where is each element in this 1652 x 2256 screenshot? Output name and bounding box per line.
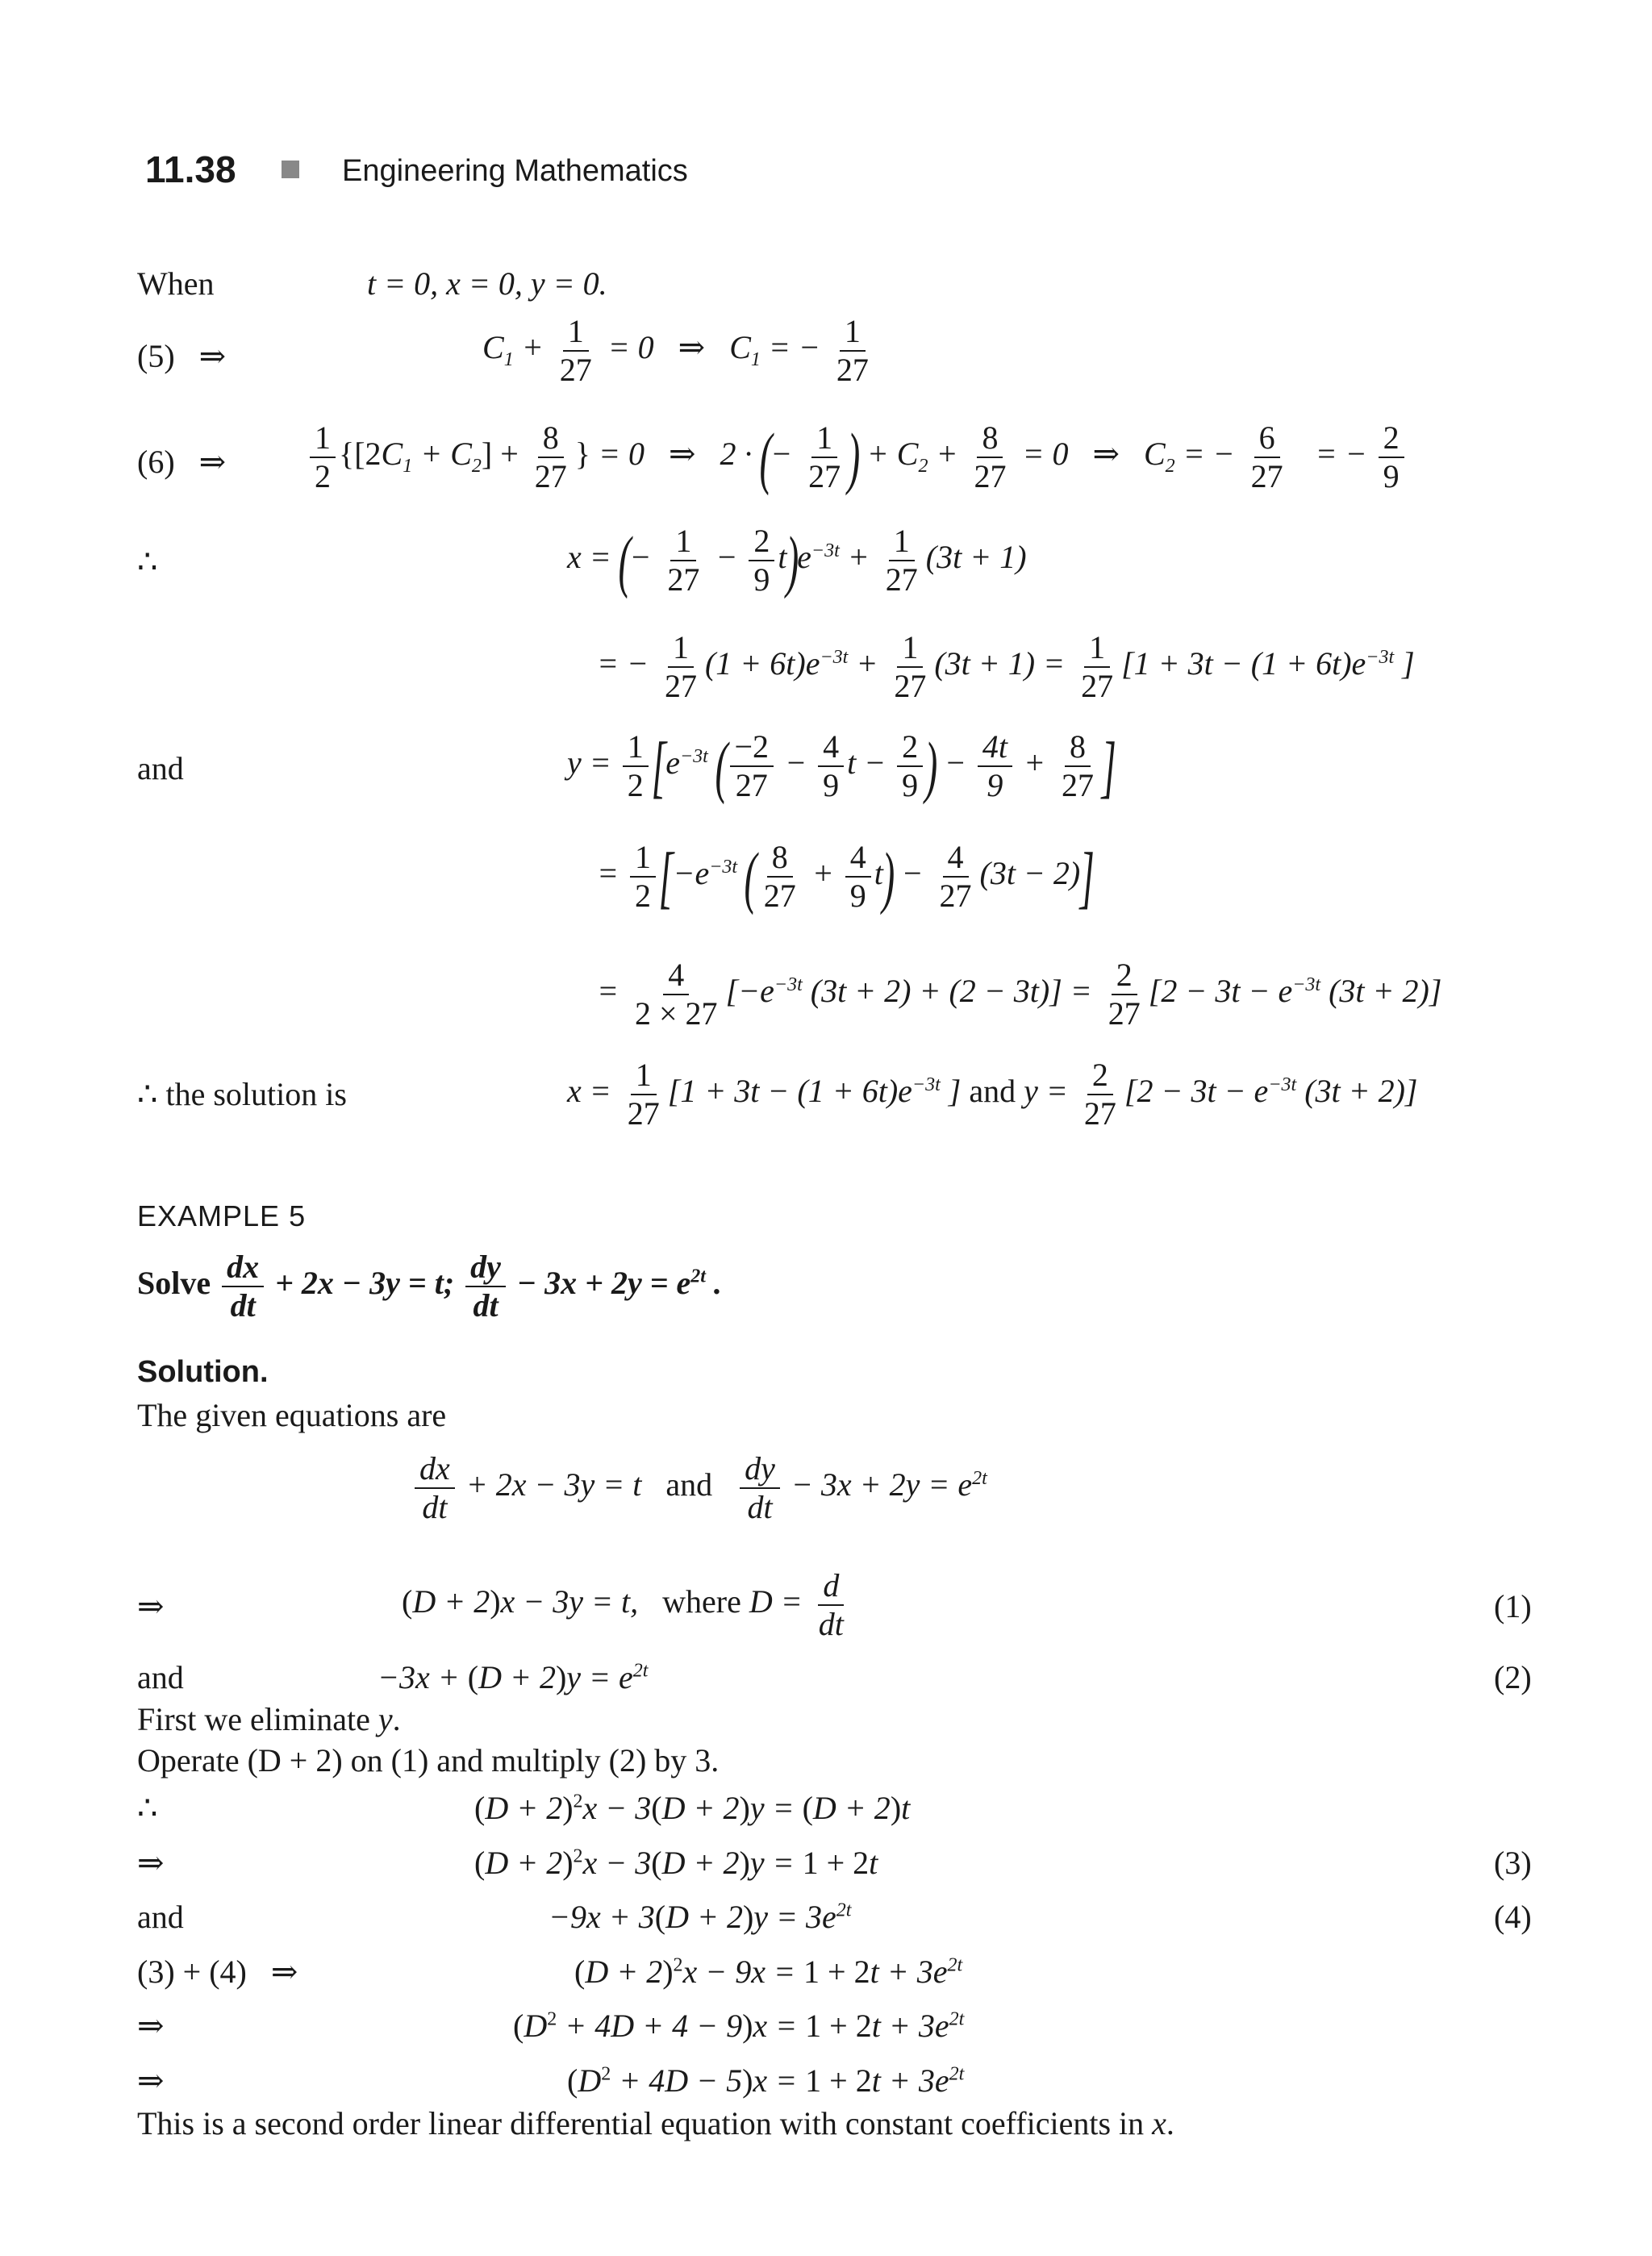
equation-c1: $C_1$ + $\frac{1}{27}$ = 0 ⇒ $C_1$ = − $\frac{1}{27}$ <box>482 313 869 388</box>
solution-heading: Solution. <box>137 1355 269 1389</box>
arrow-3: ⇒ <box>137 2008 165 2044</box>
example-heading: EXAMPLE 5 <box>137 1199 307 1232</box>
equation-2: $-3x + (D + 2)y = e^{2t}$ <box>378 1659 649 1695</box>
header-square-icon <box>282 161 299 178</box>
eq-number-2: (2) <box>1494 1659 1532 1695</box>
step6-label: (6) ⇒ <box>137 444 227 480</box>
and-label-1: and <box>137 750 184 786</box>
equation-c2: $\frac{1}{2}$ {$[2C_1 + C_2]$ + $\frac{8}{27}$ } = 0 ⇒ 2 · (− $\frac{1}{27}$ ) + $C_2$ + $\frac{8}{27}$ = 0 ⇒ $C_2$ = − $\frac{6}{27}$ = − $\frac{2}{9}$ <box>307 421 1408 494</box>
eq-number-1: (1) <box>1494 1588 1532 1624</box>
therefore-1: ∴ <box>137 544 158 580</box>
equation-y-3: = $\frac{4}{2 \times 27}$ [$-e^{-3t}$ (3t + 2) + (2 − 3t)] = $\frac{2}{27}$ [$2 - 3t - e^{-3t}$ (3t + 2)] <box>597 957 1442 1032</box>
sum-label: (3) + (4) ⇒ <box>137 1954 298 1990</box>
book-title: Engineering Mathematics <box>342 154 688 188</box>
when-condition: t = 0, x = 0, y = 0. <box>367 265 607 302</box>
equation-simplified: $(D^2 + 4D - 5)x = 1 + 2t + 3e^{2t}$ <box>567 2062 965 2099</box>
eliminate-text: First we eliminate y. <box>137 1701 401 1737</box>
therefore-2: ∴ <box>137 1790 158 1826</box>
and-label-3: and <box>137 1899 184 1935</box>
equation-sum: $(D + 2)^2x - 9x = 1 + 2t + 3e^{2t}$ <box>574 1954 963 1990</box>
arrow-2: ⇒ <box>137 1845 165 1881</box>
given-text: The given equations are <box>137 1397 447 1433</box>
operate-text: Operate (D + 2) on (1) and multiply (2) by 3. <box>137 1742 720 1779</box>
equation-x-2: = − $\frac{1}{27}$ $(1 + 6t)e^{-3t}$ + $\frac{1}{27}$ (3t + 1) = $\frac{1}{27}$ [$1 + 3t - (1 + 6t)e^{-3t}$ ] <box>597 629 1415 704</box>
arrow-1: ⇒ <box>137 1588 165 1624</box>
equation-x-1: x = (− $\frac{1}{27}$ − $\frac{2}{9}$ $t)e^{-3t}$ + $\frac{1}{27}$ (3t + 1) <box>567 522 1027 599</box>
arrow-4: ⇒ <box>137 2062 165 2099</box>
when-label: When <box>137 265 215 302</box>
and-label-2: and <box>137 1659 184 1695</box>
solution-label: ∴ the solution is <box>137 1076 347 1112</box>
step5-label: (5) ⇒ <box>137 338 227 374</box>
equation-expanded: $(D^2 + 4D + 4 - 9)x = 1 + 2t + 3e^{2t}$ <box>513 2008 965 2044</box>
example-problem: Solve $\frac{dx}{dt}$ + 2x − 3y = t; $\frac{dy}{dt}$ − $3x + 2y = e^{2t}$ . <box>137 1249 722 1324</box>
equation-y-2: = $\frac{1}{2}$ [$-e^{-3t}$ ( $\frac{8}{27}$ + $\frac{4}{9}$ t) − $\frac{4}{27}$ (3t − 2)] <box>597 838 1095 915</box>
equation-1: (D + 2)x − 3y = t, where D = $\frac{d}{dt}$ <box>402 1567 844 1642</box>
equation-y-1: y = $\frac{1}{2}$ [$e^{-3t}$ ( $\frac{-2}{27}$ − $\frac{4}{9}$ t − $\frac{2}{9}$ ) − $\frac{4t}{9}$ + $\frac{8}{27}$ ] <box>567 728 1116 805</box>
equation-3: $(D + 2)^2x - 3(D + 2)y = 1 + 2t$ <box>474 1845 878 1881</box>
given-equations: $\frac{dx}{dt}$ + 2x − 3y = t and $\frac{dy}{dt}$ − $3x + 2y = e^{2t}$ <box>411 1452 987 1524</box>
equation-operated: $(D + 2)^2x - 3(D + 2)y = (D + 2)t$ <box>474 1790 911 1826</box>
page-number: 11.38 <box>145 148 236 190</box>
equation-final-solution: x = $\frac{1}{27}$ [$1 + 3t - (1 + 6t)e^{-3t}$ ] and y = $\frac{2}{27}$ [$2 - 3t - e^{-3t}$ (3t + 2)] <box>567 1057 1418 1132</box>
eq-number-3: (3) <box>1494 1845 1532 1881</box>
eq-number-4: (4) <box>1494 1899 1532 1935</box>
closing-text: This is a second order linear differential equation with constant coefficients in x. <box>137 2105 1174 2141</box>
equation-4: $-9x + 3(D + 2)y = 3e^{2t}$ <box>549 1899 852 1935</box>
